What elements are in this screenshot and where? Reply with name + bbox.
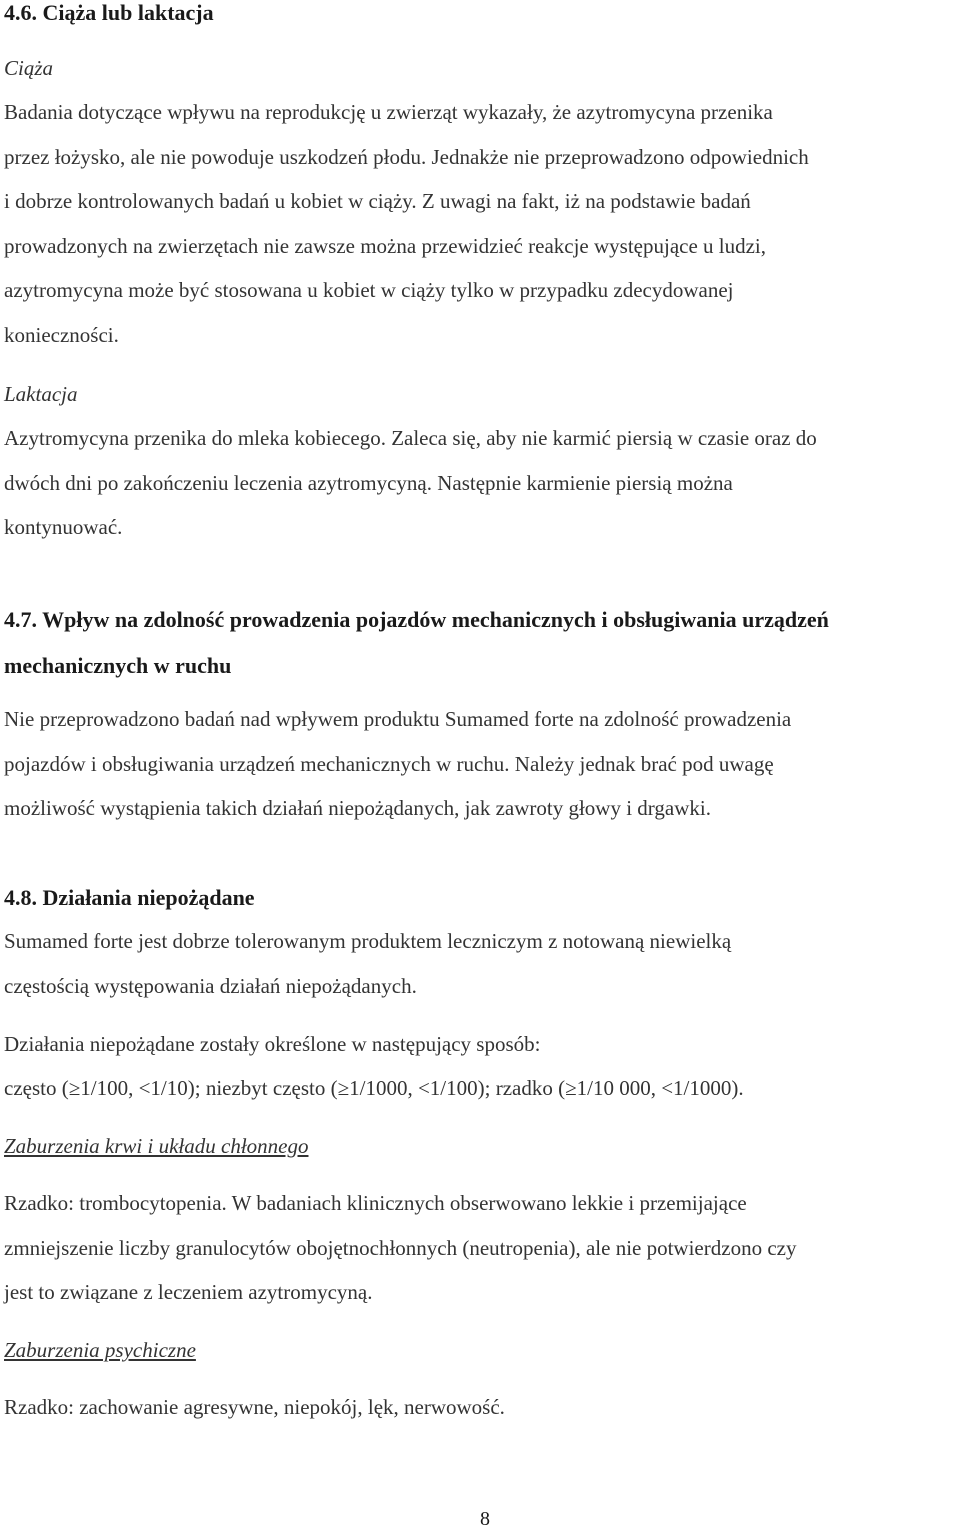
psychiatric-disorders-subheading: Zaburzenia psychiczne xyxy=(4,1338,196,1362)
blood-disorders-paragraph xyxy=(4,1181,796,1315)
paragraph-line: częstością występowania działań niepożądanych. xyxy=(4,973,417,998)
heading-line: 4.7. Wpływ na zdolność prowadzenia pojazdów mechanicznych i obsługiwania urządzeń xyxy=(4,607,829,632)
section-4-8-heading: 4.8. Działania niepożądane xyxy=(4,885,255,910)
paragraph-line: Rzadko: trombocytopenia. W badaniach klinicznych obserwowano lekkie i przemijające xyxy=(4,1191,747,1215)
paragraph-line: pojazdów i obsługiwania urządzeń mechanicznych w ruchu. Należy jednak brać pod uwagę xyxy=(4,751,774,776)
paragraph-line: Nie przeprowadzono badań nad wpływem produktu Sumamed forte na zdolność prowadzenia xyxy=(4,707,792,731)
paragraph-line: azytromycyna może być stosowana u kobiet w ciąży tylko w przypadku zdecydowanej xyxy=(4,278,734,302)
paragraph-line: konieczności. xyxy=(4,322,119,347)
driving-paragraph xyxy=(4,697,791,831)
pregnancy-subheading: Ciąża xyxy=(4,56,54,80)
paragraph-line: Badania dotyczące wpływu na reprodukcję u zwierząt wykazały, że azytromycyna przenika xyxy=(4,100,773,124)
section-4-6-heading: 4.6. Ciąża lub laktacja xyxy=(4,0,214,25)
psychiatric-disorders-line: Rzadko: zachowanie agresywne, niepokój, lęk, nerwowość. xyxy=(4,1395,505,1419)
lactation-subheading: Laktacja xyxy=(4,382,78,406)
paragraph-line: dwóch dni po zakończeniu leczenia azytromycyną. Następnie karmienie piersią można xyxy=(4,470,733,495)
paragraph-line: zmniejszenie liczby granulocytów obojętnochłonnych (neutropenia), ale nie potwierdzono czy xyxy=(4,1235,797,1260)
paragraph-line: prowadzonych na zwierzętach nie zawsze można przewidzieć reakcje występujące u ludzi, xyxy=(4,233,767,258)
paragraph-line: Sumamed forte jest dobrze tolerowanym produktem leczniczym z notowaną niewielką xyxy=(4,929,732,953)
paragraph-line: i dobrze kontrolowanych badań u kobiet w ciąży. Z uwagi na fakt, iż na podstawie badań xyxy=(4,189,751,213)
paragraph-line: kontynuować. xyxy=(4,515,123,539)
adverse-intro-paragraph xyxy=(4,919,731,1008)
pregnancy-paragraph xyxy=(4,90,809,357)
page-number: 8 xyxy=(480,1508,490,1530)
section-4-7-heading xyxy=(4,597,829,689)
paragraph-line: Azytromycyna przenika do mleka kobiecego. Zaleca się, aby nie karmić piersią w czasie oraz do xyxy=(4,426,817,450)
lactation-paragraph xyxy=(4,416,817,550)
paragraph-line: jest to związane z leczeniem azytromycyną. xyxy=(4,1280,373,1304)
paragraph-line: przez łożysko, ale nie powoduje uszkodzeń płodu. Jednakże nie przeprowadzono odpowiednich xyxy=(4,144,809,169)
heading-line: mechanicznych w ruchu xyxy=(4,653,232,678)
frequency-definitions: często (≥1/100, <1/10); niezbyt często (≥1/1000, <1/100); rzadko (≥1/10 000, <1/1000). xyxy=(4,1076,744,1100)
definition-intro: Działania niepożądane zostały określone w następujący sposób: xyxy=(4,1032,541,1056)
blood-disorders-subheading: Zaburzenia krwi i układu chłonnego xyxy=(4,1134,309,1158)
paragraph-line: możliwość wystąpienia takich działań niepożądanych, jak zawroty głowy i drgawki. xyxy=(4,796,711,820)
